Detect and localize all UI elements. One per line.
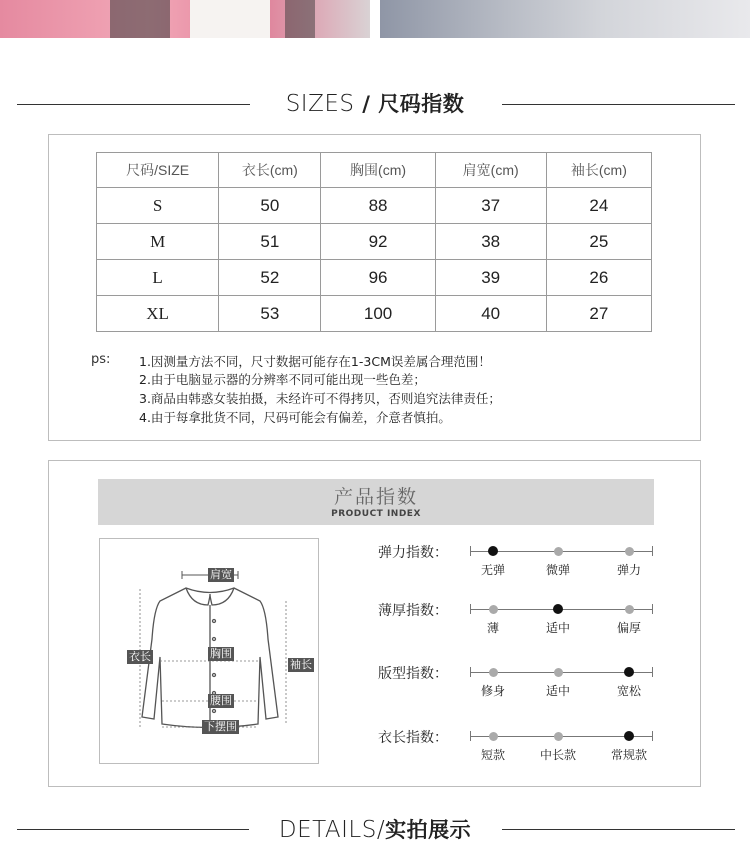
index-scale-tick <box>470 667 471 677</box>
table-row <box>97 260 652 296</box>
note-item: 4.由于每拿批货不同，尺码可能会有偏差，介意者慎拍。 <box>139 410 451 425</box>
length-label: 衣长 <box>129 650 151 663</box>
index-option-label: 薄 <box>486 621 499 635</box>
index-scale-tick <box>652 731 653 741</box>
index-option-label: 适中 <box>545 684 570 698</box>
header-cell-length: 衣长(cm) <box>219 153 321 188</box>
index-dot <box>554 547 563 556</box>
index-option-label: 弹力 <box>616 563 641 577</box>
size-table-header-row <box>97 153 652 188</box>
chest-cell: 100 <box>321 296 435 332</box>
size-cell: M <box>97 224 219 260</box>
photo-detail <box>110 0 170 38</box>
hem-label: 下摆围 <box>204 720 237 733</box>
length-cell: 52 <box>219 260 321 296</box>
index-option-label: 中长款 <box>539 748 576 762</box>
header-cell-chest: 胸围(cm) <box>321 153 435 188</box>
index-scale-tick <box>470 546 471 556</box>
product-index-title-en: PRODUCT INDEX <box>331 509 421 519</box>
details-title-en: DETAILS/ <box>278 817 386 843</box>
size-cell: XL <box>97 296 219 332</box>
index-dot-selected <box>553 604 563 614</box>
shoulder-label: 肩宽 <box>210 568 232 581</box>
sizes-title-sep: / <box>354 92 379 116</box>
index-scale-tick <box>652 546 653 556</box>
index-label: 版型指数： <box>378 666 448 682</box>
sleeve-cell: 24 <box>546 188 651 224</box>
sleeve-cell: 27 <box>546 296 651 332</box>
size-cell: S <box>97 188 219 224</box>
product-index-title-cn: 产品指数 <box>333 486 418 508</box>
index-option-label: 无弹 <box>480 563 505 577</box>
sleeve-label: 袖长 <box>290 658 312 671</box>
index-label: 弹力指数： <box>378 545 448 561</box>
size-table <box>96 152 652 332</box>
waist-label: 腰围 <box>210 694 232 707</box>
header-cell-size: 尺码/SIZE <box>97 153 219 188</box>
index-label: 衣长指数： <box>378 730 448 746</box>
chest-cell: 88 <box>321 188 435 224</box>
chest-cell: 96 <box>321 260 435 296</box>
sizes-section-title <box>0 88 750 118</box>
note-item: 3.商品由韩惑女装拍摄，未经许可不得拷贝，否则追究法律责任； <box>139 391 501 406</box>
index-option-label: 适中 <box>545 621 570 635</box>
index-dot-selected <box>624 731 634 741</box>
notes-label: ps: <box>91 352 111 367</box>
garment-diagram <box>99 538 319 764</box>
details-title-cn: 实拍展示 <box>385 818 472 842</box>
index-option-label: 偏厚 <box>616 621 641 635</box>
chest-cell: 92 <box>321 224 435 260</box>
shoulder-cell: 40 <box>435 296 546 332</box>
sizes-title-cn: 尺码指数 <box>378 92 465 116</box>
chest-label: 胸围 <box>210 647 232 660</box>
note-item: 1.因测量方法不同，尺寸数据可能存在1-3CM误差属合理范围！ <box>139 354 491 369</box>
shoulder-cell: 38 <box>435 224 546 260</box>
sleeve-cell: 25 <box>546 224 651 260</box>
index-scale-tick <box>470 604 471 614</box>
length-cell: 50 <box>219 188 321 224</box>
index-dot <box>489 732 498 741</box>
product-photo-right <box>380 0 750 38</box>
product-index-banner <box>98 479 654 525</box>
length-cell: 53 <box>219 296 321 332</box>
table-row <box>97 188 652 224</box>
header-cell-shoulder: 肩宽(cm) <box>435 153 546 188</box>
shoulder-cell: 37 <box>435 188 546 224</box>
size-cell: L <box>97 260 219 296</box>
product-photo-left <box>0 0 370 38</box>
index-dot <box>554 668 563 677</box>
length-cell: 51 <box>219 224 321 260</box>
index-label: 薄厚指数： <box>378 603 448 619</box>
index-scale-tick <box>652 604 653 614</box>
table-row <box>97 224 652 260</box>
index-dot <box>554 732 563 741</box>
index-dot-selected <box>624 667 634 677</box>
index-option-label: 短款 <box>480 748 505 762</box>
shoulder-cell: 39 <box>435 260 546 296</box>
index-dot <box>489 668 498 677</box>
sizes-title-en: SIZES <box>285 91 355 117</box>
index-option-label: 修身 <box>480 684 505 698</box>
index-option-label: 微弹 <box>545 563 570 577</box>
index-option-label: 宽松 <box>616 684 641 698</box>
index-scale-tick <box>470 731 471 741</box>
index-dot <box>625 605 634 614</box>
index-dot <box>625 547 634 556</box>
details-section-title <box>0 814 750 844</box>
sleeve-cell: 26 <box>546 260 651 296</box>
index-option-label: 常规款 <box>610 748 647 762</box>
photo-detail <box>285 0 315 38</box>
index-dot-selected <box>488 546 498 556</box>
index-dot <box>489 605 498 614</box>
index-scale-tick <box>652 667 653 677</box>
header-cell-sleeve: 袖长(cm) <box>546 153 651 188</box>
note-item: 2.由于电脑显示器的分辨率不同可能出现一些色差； <box>139 372 426 387</box>
photo-detail <box>190 0 270 38</box>
table-row <box>97 296 652 332</box>
